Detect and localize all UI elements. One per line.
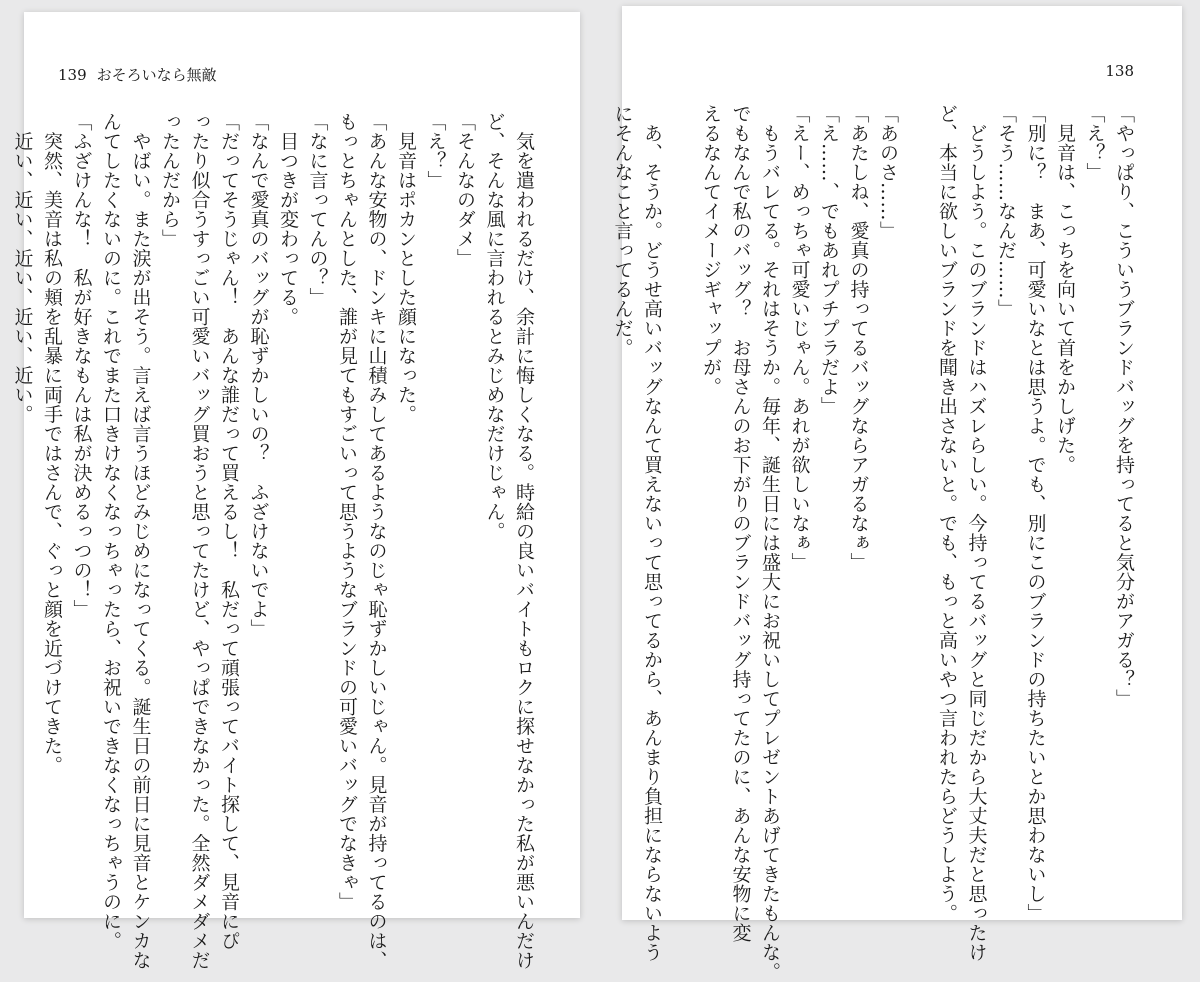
text-line: ったんだから」 xyxy=(159,112,181,249)
text-line: ど、そんな風に言われるとみじめなだけじゃん。 xyxy=(483,112,506,541)
text-line xyxy=(902,104,932,884)
text-line: もうバレてる。それはそうか。毎年、誕生日には盛大にお祝いしてプレゼントあげてきたもんな。 xyxy=(759,104,781,982)
page-header xyxy=(58,64,217,85)
text-line: んてしたくないのに。これでまた口きけなくなっちゃったら、お祝いできなくなっちゃうのに。 xyxy=(100,112,122,951)
text-line: 「なに言ってんの？」 xyxy=(306,112,329,307)
text-line: 「なんで愛真のバッグが恥ずかしいの？ ふざけないでよ」 xyxy=(247,112,270,639)
text-line: どうしよう。このブランドはハズレらしい。今持ってるバッグと同じだから大丈夫だと思ったけ xyxy=(965,104,988,962)
vertical-body-text xyxy=(607,104,1138,982)
left-book-page xyxy=(11,12,580,970)
text-line: 見音はポカンとした顔になった。 xyxy=(395,112,417,424)
text-line: 「え……、でもあれプチプラだよ」 xyxy=(818,104,840,416)
right-book-page xyxy=(611,6,1182,982)
text-line: 気を遣われるだけ、余計に悔しくなる。時給の良いバイトもロクに探せなかった私が悪いんだけ xyxy=(513,112,535,970)
text-line: 「そう……なんだ……」 xyxy=(995,104,1017,319)
text-line: 近い、近い、近い、近い、近い。 xyxy=(11,112,34,424)
text-line: 「え？」 xyxy=(1083,104,1106,182)
text-line: 目つきが変わってる。 xyxy=(277,112,299,327)
text-line: やばい。また涙が出そう。言えば言うほどみじめになってくる。誕生日の前日に見音とケンカな xyxy=(129,112,152,970)
text-line: ど、本当に欲しいブランドを聞き出さないと。でも、もっと高いやつ言われたらどうしよう。 xyxy=(936,104,958,923)
text-line: 「あたしね、愛真の持ってるバッグならアガるなぁ」 xyxy=(847,104,870,572)
text-line: 「別に？ まあ、可愛いなとは思うよ。でも、別にこのブランドの持ちたいとか思わないし」 xyxy=(1024,104,1047,923)
text-line: もっとちゃんとした、誰が見てもすごいって思うようなブランドの可愛いバッグでなきゃ」 xyxy=(336,112,358,912)
running-title: おそろいなら無敵 xyxy=(96,66,217,84)
text-line: 「そんなのダメ」 xyxy=(454,112,476,268)
vertical-body-text xyxy=(7,112,538,970)
text-line: 「だってそうじゃん！ あんな誰だって買えるし！ 私だって頑張ってバイト探して、見音にぴ xyxy=(218,112,240,951)
text-line: 突然、美音は私の頬を乱暴に両手ではさんで、ぐっと顔を近づけてきた。 xyxy=(41,112,63,775)
text-line: 「あのさ……」 xyxy=(877,104,899,241)
text-line: 「えー、めっちゃ可愛いじゃん。あれが欲しいなぁ」 xyxy=(788,104,811,572)
text-line: 「え？」 xyxy=(424,112,447,190)
text-line: 「やっぱり、こういうブランドバッグを持ってると気分がアガる？」 xyxy=(1113,104,1135,709)
text-line xyxy=(666,104,696,884)
text-line: でもなんで私のバッグ？ お母さんのお下がりのブランドバッグ持ってたのに、あんな安物に変 xyxy=(729,104,752,943)
page-header xyxy=(1105,62,1134,80)
text-line: 「ふざけんな！ 私が好きなもんは私が決めるっつの！」 xyxy=(70,112,93,619)
page-number: 139 xyxy=(58,66,87,84)
text-line: にそんなこと言ってるんだ。 xyxy=(611,104,634,358)
text-line: えるなんてイメージギャップが。 xyxy=(700,104,722,397)
page-number: 138 xyxy=(1105,62,1134,80)
text-line: あ、そうか。どうせ高いバッグなんて買えないって思ってるから、あんまり負担にならないよう xyxy=(641,104,663,962)
text-line: 「あんな安物の、ドンキに山積みしてあるようなのじゃ恥ずかしいじゃん。見音が持ってるのは、 xyxy=(365,112,388,970)
text-line: ったり似合うすっごい可愛いバッグ買おうと思ってたけど、やっぱできなかった。全然ダメダメだ xyxy=(188,112,211,970)
text-line: 見音は、こっちを向いて首をかしげた。 xyxy=(1054,104,1076,475)
